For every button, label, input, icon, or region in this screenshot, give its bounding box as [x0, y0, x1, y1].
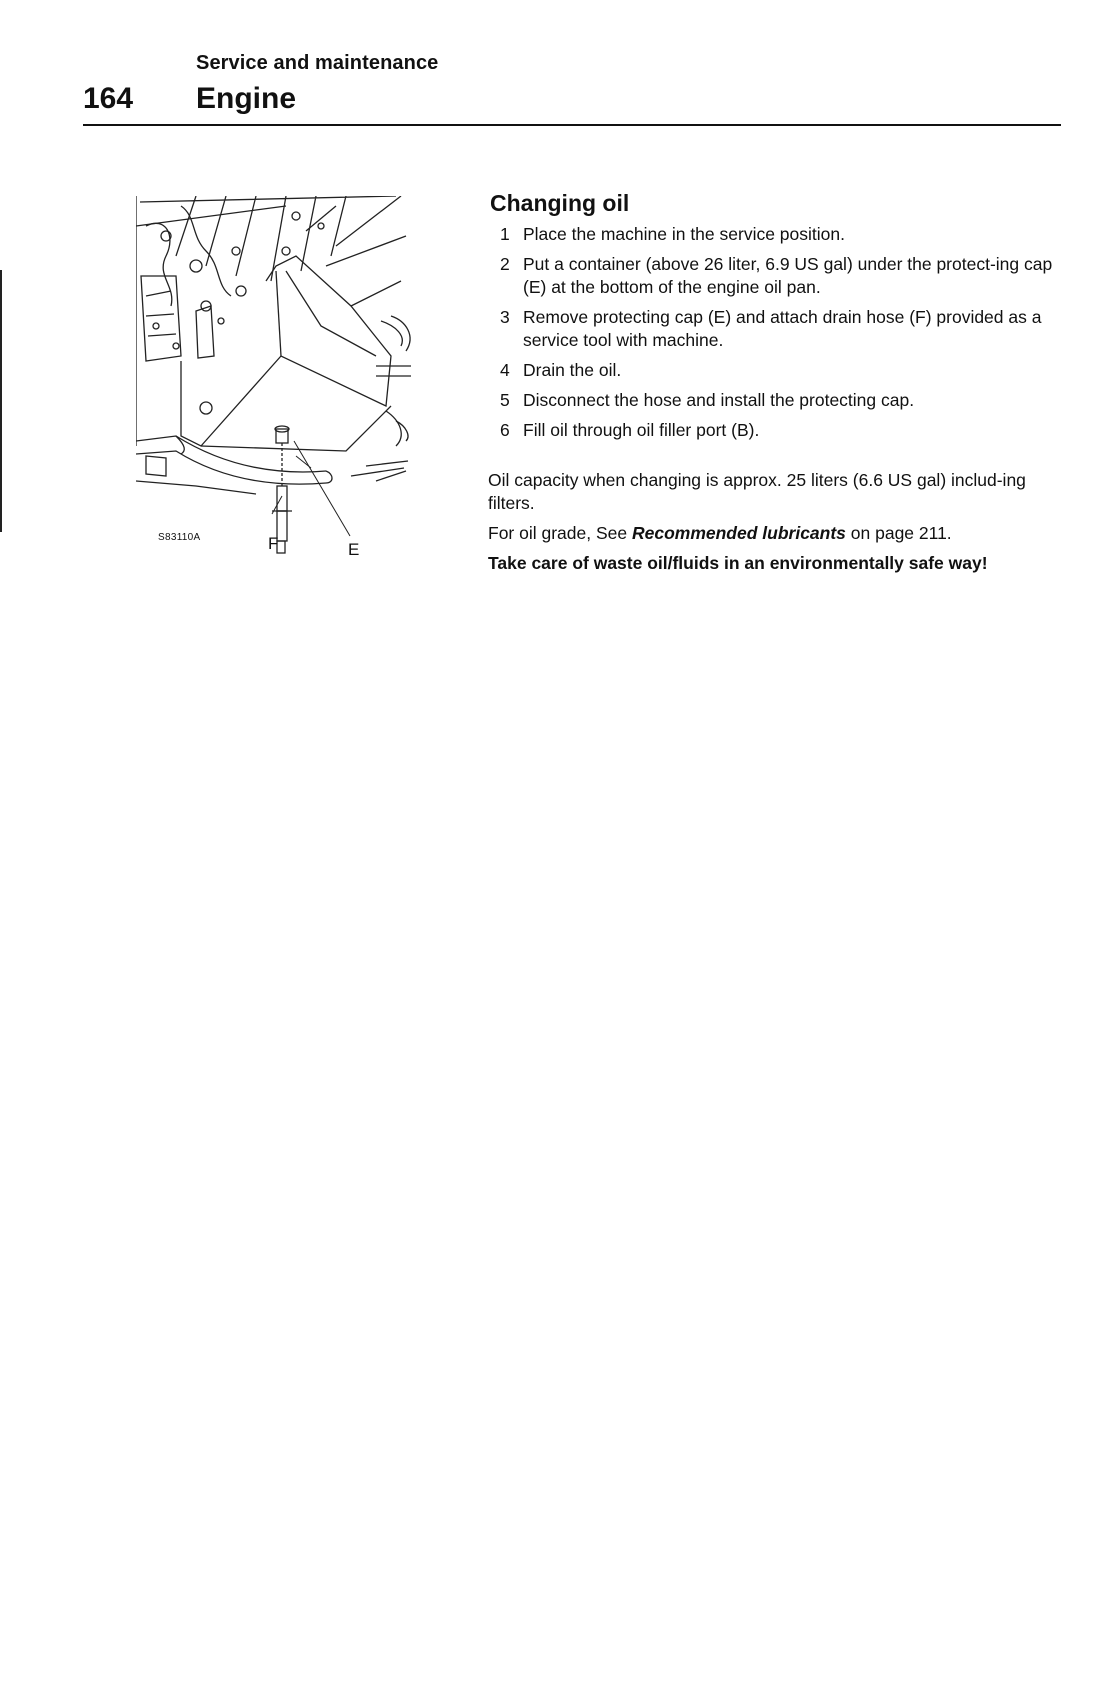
procedure-content [488, 190, 1068, 575]
step-item [488, 223, 1068, 246]
engine-oil-pan-illustration [136, 196, 436, 596]
figure-label-e: E [348, 540, 360, 559]
figure-code: S83110A [158, 532, 201, 543]
environment-warning: Take care of waste oil/fluids in an environmentally safe way! [488, 553, 988, 573]
step-text: Remove protecting cap (E) and attach drain hose (F) provided as a service tool with machine. [523, 307, 1042, 350]
step-text: Place the machine in the service position. [523, 224, 845, 244]
margin-rule [0, 270, 2, 532]
step-item [488, 359, 1068, 382]
step-text: Fill oil through oil filler port (B). [523, 420, 760, 440]
step-text: Put a container (above 26 liter, 6.9 US gal) under the protect-ing cap (E) at the bottom of the engine oil pan. [523, 254, 1053, 297]
step-number: 4 [500, 360, 510, 380]
oil-grade-prefix: For oil grade, See [488, 523, 632, 543]
step-number: 5 [500, 390, 510, 410]
step-number: 6 [500, 420, 510, 440]
page-number: 164 [83, 82, 134, 115]
step-item [488, 419, 1068, 442]
step-text: Drain the oil. [523, 360, 622, 380]
steps-list [488, 223, 1068, 442]
figure-label-f: F [268, 534, 279, 553]
section-heading: Changing oil [490, 190, 630, 216]
step-number: 2 [500, 254, 510, 274]
step-number: 1 [500, 224, 510, 244]
section-label: Service and maintenance [196, 52, 439, 74]
oil-grade-note [488, 522, 1068, 545]
oil-grade-suffix: on page 211. [845, 523, 952, 543]
step-item [488, 306, 1068, 352]
step-item [488, 253, 1068, 299]
step-item [488, 389, 1068, 412]
header-rule [83, 124, 1061, 126]
step-text: Disconnect the hose and install the protecting cap. [523, 390, 915, 410]
page-title: Engine [196, 82, 297, 115]
step-number: 3 [500, 307, 510, 327]
recommended-lubricants-reference: Recommended lubricants [631, 523, 846, 543]
oil-capacity-note: Oil capacity when changing is approx. 25 liters (6.6 US gal) includ-ing filters. [488, 470, 1026, 513]
